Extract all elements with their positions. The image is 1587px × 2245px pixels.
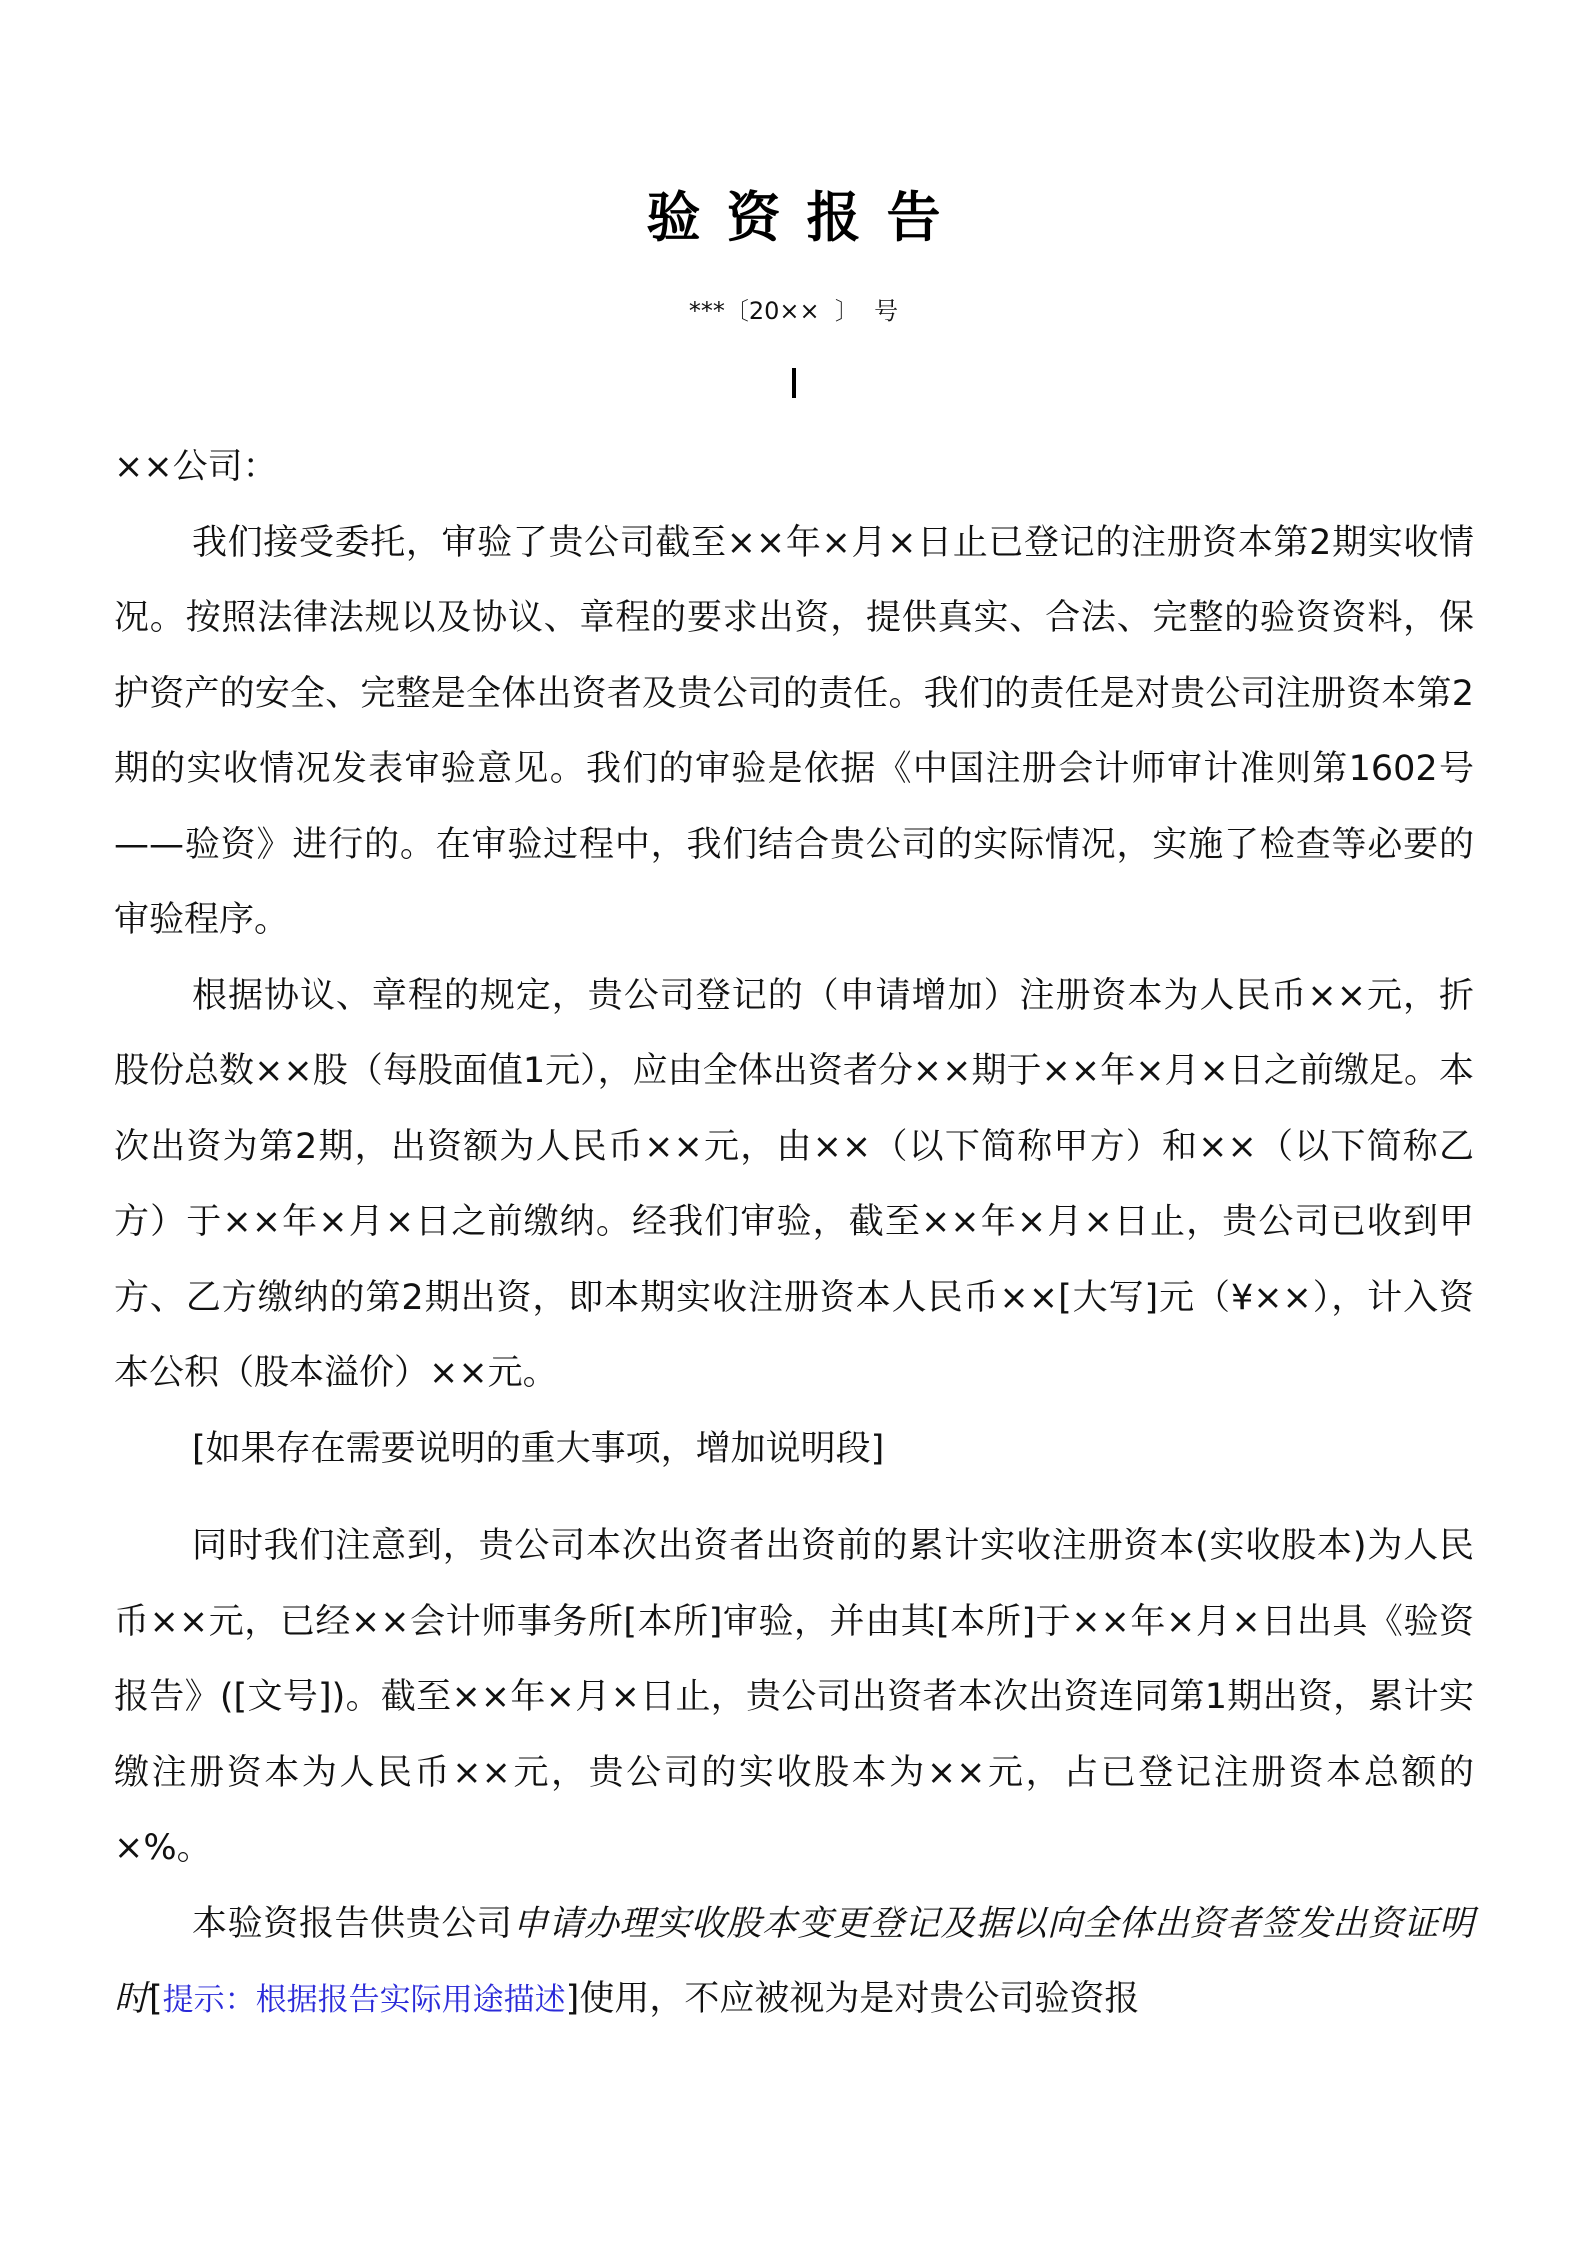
paragraph-usage bbox=[114, 1887, 1474, 2039]
document-number: ***〔20×× 〕 号 bbox=[688, 297, 899, 325]
text-cursor[interactable] bbox=[792, 368, 796, 398]
salutation: ××公司： bbox=[114, 447, 278, 487]
usage-hint: 提示：根据报告实际用途描述 bbox=[162, 1982, 566, 2018]
paragraph-scope: 我们接受委托，审验了贵公司截至××年×月×日止已登记的注册资本第2期实收情况。按照法律法规以及协议、章程的要求出资，提供真实、合法、完整的验资资料，保护资产的安全、完整是全体出资者及贵公司的责任。我们的责任是对贵公司注册资本第2期的实收情况发表审验意见。我们的审验是依据《中国注册会计师审计准则第1602号——验资》进行的。在审验过程中，我们结合贵公司的实际情况，实施了检查等必要的审验程序。 bbox=[114, 522, 1474, 940]
hint-bracket-close: ] bbox=[565, 1979, 580, 2019]
hint-bracket-open: [ bbox=[149, 1979, 163, 2019]
usage-text-after: 使用，不应被视为是对贵公司验资报 bbox=[579, 1979, 1140, 2019]
paragraph-note-placeholder: [如果存在需要说明的重大事项，增加说明段] bbox=[192, 1428, 885, 1469]
paragraph-cumulative: 同时我们注意到，贵公司本次出资者出资前的累计实收注册资本(实收股本)为人民币××元，已经××会计师事务所[本所]审验，并由其[本所]于××年×月×日出具《验资报告》([文号])。截至××年×月×日止，贵公司出资者本次出资连同第1期出资，累计实缴注册资本为人民币××元，贵公司的实收股本为××元，占已登记注册资本总额的×%。 bbox=[114, 1526, 1474, 1868]
paragraph-capital: 根据协议、章程的规定，贵公司登记的（申请增加）注册资本为人民币××元，折股份总数××股（每股面值1元），应由全体出资者分××期于××年×月×日之前缴足。本次出资为第2期，出资额为人民币××元，由××（以下简称甲方）和××（以下简称乙方）于××年×月×日之前缴纳。经我们审验，截至××年×月×日止，贵公司已收到甲方、乙方缴纳的第2期出资，即本期实收注册资本人民币××[大写]元（¥××），计入资本公积（股本溢价）××元。 bbox=[114, 975, 1474, 1393]
usage-text-before: 本验资报告供贵公司 bbox=[192, 1903, 513, 1944]
document-body[interactable] bbox=[114, 430, 1474, 2039]
usage-purpose-italic: 申请办理实收股本变更登记及据以向全体出资者签发出资证明时 bbox=[114, 1903, 1474, 2019]
document-title: 验资报告 bbox=[646, 186, 967, 249]
